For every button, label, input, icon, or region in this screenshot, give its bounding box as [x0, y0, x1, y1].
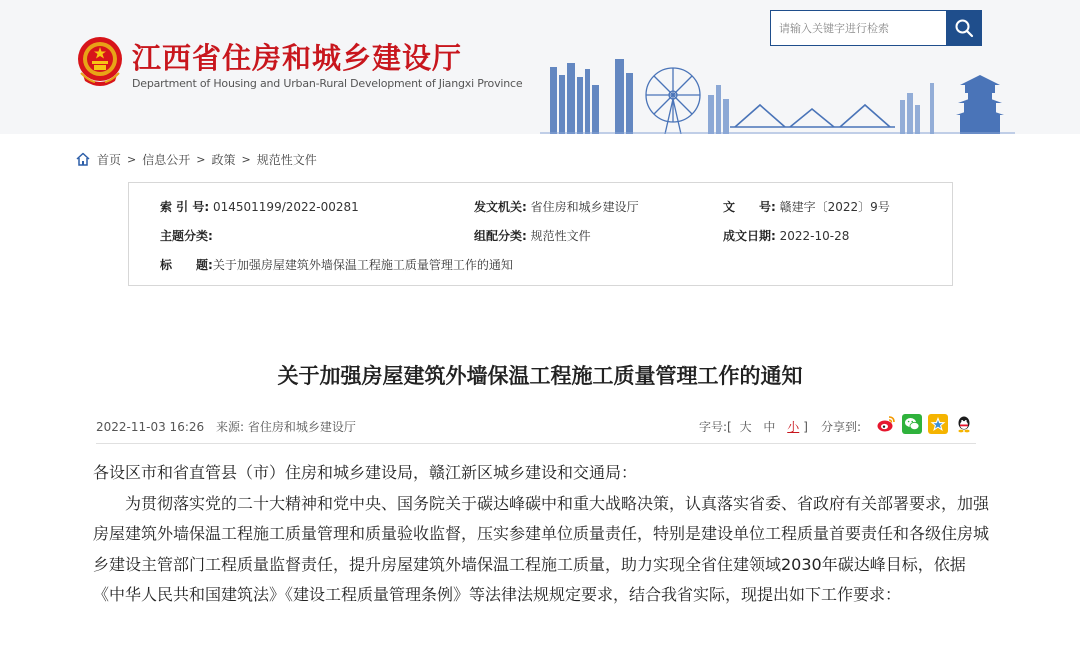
meta-category: [474, 227, 591, 244]
article-info-bar: [96, 414, 976, 438]
font-size-selector: [699, 418, 808, 435]
font-size-small-button[interactable]: 小: [787, 420, 800, 434]
meta-issuer-value: 省住房和城乡建设厅: [530, 200, 639, 214]
meta-date-label: 成文日期:: [723, 229, 776, 243]
breadcrumb: [75, 151, 317, 167]
meta-category-value: 规范性文件: [530, 229, 591, 243]
article-divider: [96, 443, 976, 444]
meta-index-value: 014501199/2022-00281: [212, 200, 359, 214]
search-button[interactable]: [946, 10, 982, 46]
breadcrumb-separator: >: [127, 152, 137, 166]
meta-index: [160, 198, 359, 215]
article-source-value: 省住房和城乡建设厅: [247, 420, 356, 434]
font-size-bracket-close: ]: [803, 420, 808, 434]
search-box: [770, 10, 982, 46]
article-salutation: 各设区市和省直管县（市）住房和城乡建设局，赣江新区城乡建设和交通局：: [93, 463, 638, 482]
meta-topic-label: 主题分类:: [160, 229, 213, 243]
breadcrumb-separator: >: [196, 152, 206, 166]
site-header: [0, 0, 1080, 134]
national-emblem-icon[interactable]: [75, 35, 125, 88]
breadcrumb-home[interactable]: 首页: [97, 152, 122, 167]
font-size-medium-button[interactable]: 中: [763, 420, 776, 434]
font-size-large-button[interactable]: 大: [739, 420, 752, 434]
meta-index-label: 索 引 号:: [160, 200, 210, 214]
breadcrumb-info-disclosure[interactable]: 信息公开: [142, 152, 191, 167]
article-body: [93, 458, 993, 611]
breadcrumb-normative-documents[interactable]: 规范性文件: [256, 152, 317, 167]
meta-date-value: 2022-10-28: [779, 229, 850, 243]
article-title: 关于加强房屋建筑外墙保温工程施工质量管理工作的通知: [277, 364, 803, 388]
breadcrumb-separator: >: [241, 152, 251, 166]
meta-date: [723, 227, 849, 244]
meta-subject-label: 标 题:: [160, 258, 213, 272]
meta-topic: [160, 227, 213, 244]
site-title[interactable]: 江西省住房和城乡建设厅: [132, 41, 463, 75]
city-skyline-illustration: [540, 55, 1015, 134]
wechat-icon[interactable]: [902, 414, 922, 434]
meta-subject-value: 关于加强房屋建筑外墙保温工程施工质量管理工作的通知: [212, 258, 513, 272]
share-label: 分享到:: [821, 420, 862, 434]
meta-docno-label: 文 号:: [723, 200, 776, 214]
weibo-icon[interactable]: [876, 414, 896, 434]
meta-category-label: 组配分类:: [474, 229, 527, 243]
font-size-label: 字号:: [699, 420, 728, 434]
qzone-icon[interactable]: [928, 414, 948, 434]
document-meta-box: [128, 182, 953, 286]
meta-docno-value: 赣建字〔2022〕9号: [779, 200, 890, 214]
meta-docno: [723, 198, 890, 215]
meta-subject: [160, 256, 513, 273]
breadcrumb-policy[interactable]: 政策: [211, 152, 236, 167]
search-icon: [954, 18, 974, 38]
article-source-label: 来源:: [215, 420, 245, 434]
article-datetime: 2022-11-03 16:26: [96, 420, 205, 434]
article-publish-info: [96, 418, 356, 435]
article-paragraph: 为贯彻落实党的二十大精神和党中央、国务院关于碳达峰碳中和重大战略决策，认真落实省委、省政府有关部署要求，加强房屋建筑外墙保温工程施工质量管理和质量验收监督，压实参建单位质量责任，特别是建设单位工程质量首要责任和各级住房城乡建设主管部门工程质量监督责任，提升房屋建筑外墙保温工程施工质量，助力实现全省住建领域2030年碳达峰目标，依据《中华人民共和国建筑法》《建设工程质量管理条例》等法律法规规定要求，结合我省实际，现提出如下工作要求：: [93, 493, 990, 604]
meta-issuer-label: 发文机关:: [474, 200, 527, 214]
font-size-bracket-open: [: [727, 420, 732, 434]
site-subtitle: Department of Housing and Urban-Rural Development of Jiangxi Province: [132, 77, 523, 90]
home-icon[interactable]: [75, 151, 91, 167]
meta-issuer: [474, 198, 639, 215]
search-input[interactable]: [770, 10, 946, 46]
qq-icon[interactable]: [954, 414, 974, 434]
